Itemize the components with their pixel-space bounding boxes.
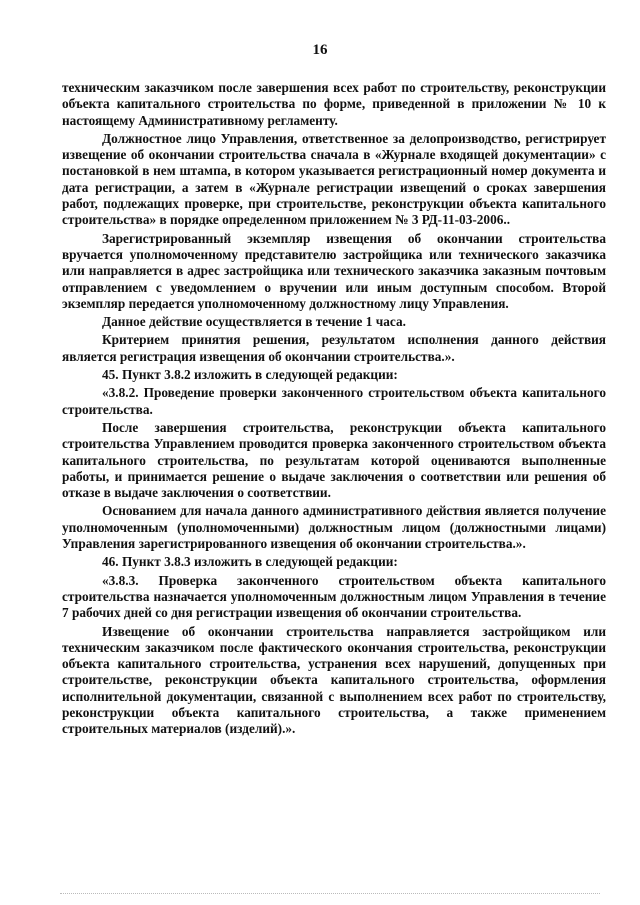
document-body [62,80,606,740]
page-bottom-divider [60,893,600,894]
paragraph: Основанием для начала данного административного действия является получение уполномоченным (уполномоченными) должностным лицом (должностными лицами) Управления зарегистрированного извещения об окончании строительства.». [62,503,606,552]
paragraph: После завершения строительства, реконструкции объекта капитального строительства Управлением проводится проверка законченного строительством объекта капитального строительства, по результатам которой оцениваются выполненные работы, и принимается решение о выдаче заключения о соответствии или решения об отказе в выдаче заключения о соответствии. [62,419,606,501]
paragraph: Должностное лицо Управления, ответственное за делопроизводство, регистрирует извещение об окончании строительства сначала в «Журнале входящей документации» с постановкой в нем штампа, в котором указывается регистрационный номер документа и дата регистрации, а затем в «Журнале регистрации извещений о сроках завершения работ, подлежащих проверке, при строительстве, реконструкции объекта капитального строительства» в порядке определенном приложением № 3 РД-11-03-2006.. [62,130,606,228]
paragraph: 45. Пункт 3.8.2 изложить в следующей редакции: [102,367,398,383]
paragraph: Зарегистрированный экземпляр извещения об окончании строительства вручается уполномоченному представителю застройщика или технического заказчика или направляется в адрес застройщика или технического заказчика заказным почтовым отправлением с уведомлением о вручении или иным доступным способом. Второй экземпляр передается уполномоченному должностному лицу Управления. [62,230,606,311]
paragraph: Критерием принятия решения, результатом исполнения данного действия является регистрация извещения об окончании строительства.». [62,332,606,364]
paragraph: «3.8.2. Проведение проверки законченного строительством объекта капитального строительства. [62,385,606,417]
paragraph: Данное действие осуществляется в течение 1 часа. [102,314,406,330]
paragraph: «3.8.3. Проверка законченного строительством объекта капитального строительства назначается уполномоченным должностным лицом Управления в течение 7 рабочих дней со дня регистрации извещения об окончании строительства. [62,572,606,621]
paragraph: 46. Пункт 3.8.3 изложить в следующей редакции: [102,554,398,570]
paragraph: техническим заказчиком после завершения всех работ по строительству, реконструкции объекта капитального строительства по форме, приведенной в приложении № 10 к настоящему Административному регламенту. [62,80,606,128]
page-number: 16 [312,42,328,58]
paragraph: Извещение об окончании строительства направляется застройщиком или техническим заказчиком после фактического окончания строительства, реконструкции объекта капитального строительства, устранения всех нарушений, допущенных при строительстве, реконструкции объекта капитального строительства, оформления исполнительной документации, связанной с выполнением всех работ по строительству, реконструкции объекта капитального строительства, а также применением строительных материалов (изделий).». [62,623,606,737]
